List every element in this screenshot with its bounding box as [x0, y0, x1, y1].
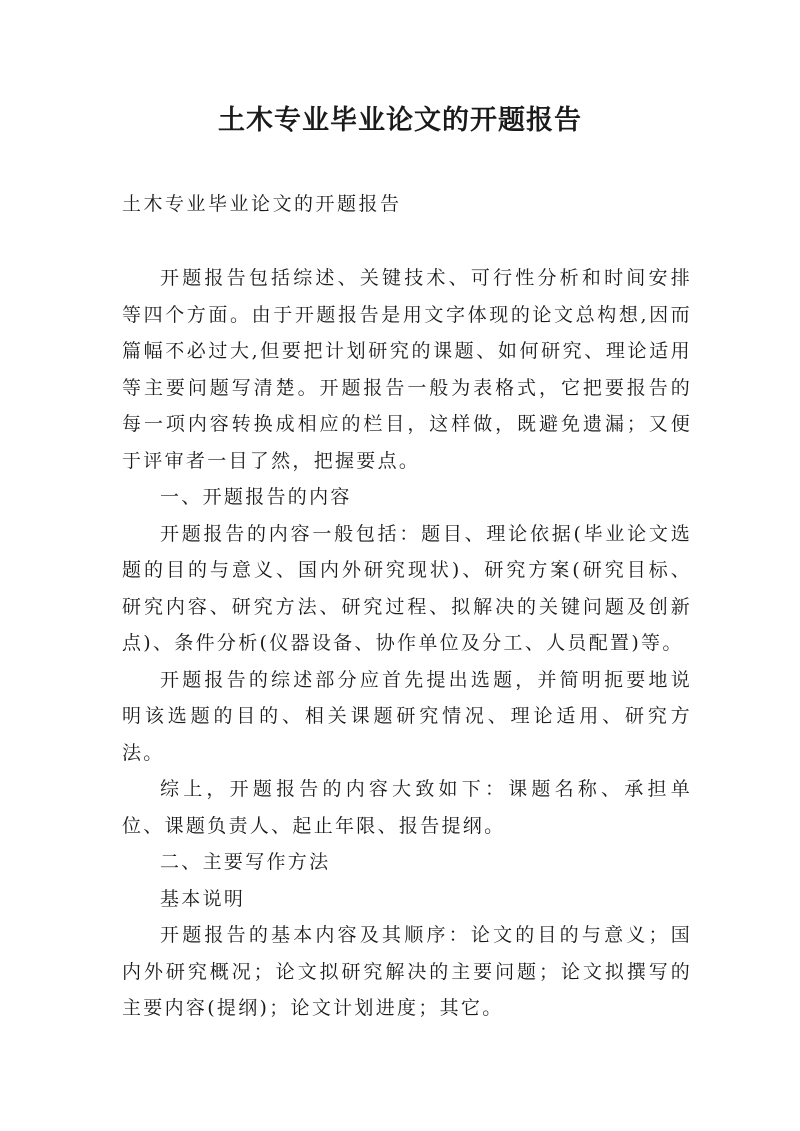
section-heading-content: 一、开题报告的内容: [160, 486, 352, 508]
document-title: 土木专业毕业论文的开题报告: [218, 105, 582, 136]
paragraph-summary: 开题报告的综述部分应首先提出选题，并简明扼要地说明该选题的目的、相关课题研究情况、理论适用、研究方法。: [122, 668, 692, 764]
paragraph-content: 开题报告的内容一般包括：题目、理论依据(毕业论文选题的目的与意义、国内外研究现状)、研究方案(研究目标、研究内容、研究方法、研究过程、拟解决的关键问题及创新点)、条件分析(仪器设备、协作单位及分工、人员配置)等。: [122, 522, 692, 654]
section-heading-writing-method: 二、主要写作方法: [160, 851, 331, 873]
subsection-heading-basic: 基本说明: [160, 887, 246, 910]
document-subtitle: 土木专业毕业论文的开题报告: [122, 193, 402, 215]
paragraph-intro: 开题报告包括综述、关键技术、可行性分析和时间安排等四个方面。由于开题报告是用文字体现的论文总构想,因而篇幅不必过大,但要把计划研究的课题、如何研究、理论适用等主要问题写清楚。开题报告一般为表格式，它把要报告的每一项内容转换成相应的栏目，这样做，既避免遗漏；又便于评审者一目了然，把握要点。: [122, 267, 692, 472]
paragraph-basic-content: 开题报告的基本内容及其顺序：论文的目的与意义；国内外研究概况；论文拟研究解决的主要问题；论文拟撰写的主要内容(提纲)；论文计划进度；其它。: [122, 924, 692, 1019]
paragraph-conclusion: 综上，开题报告的内容大致如下：课题名称、承担单位、课题负责人、起止年限、报告提纲。: [122, 778, 692, 837]
document-body: [122, 260, 692, 1027]
